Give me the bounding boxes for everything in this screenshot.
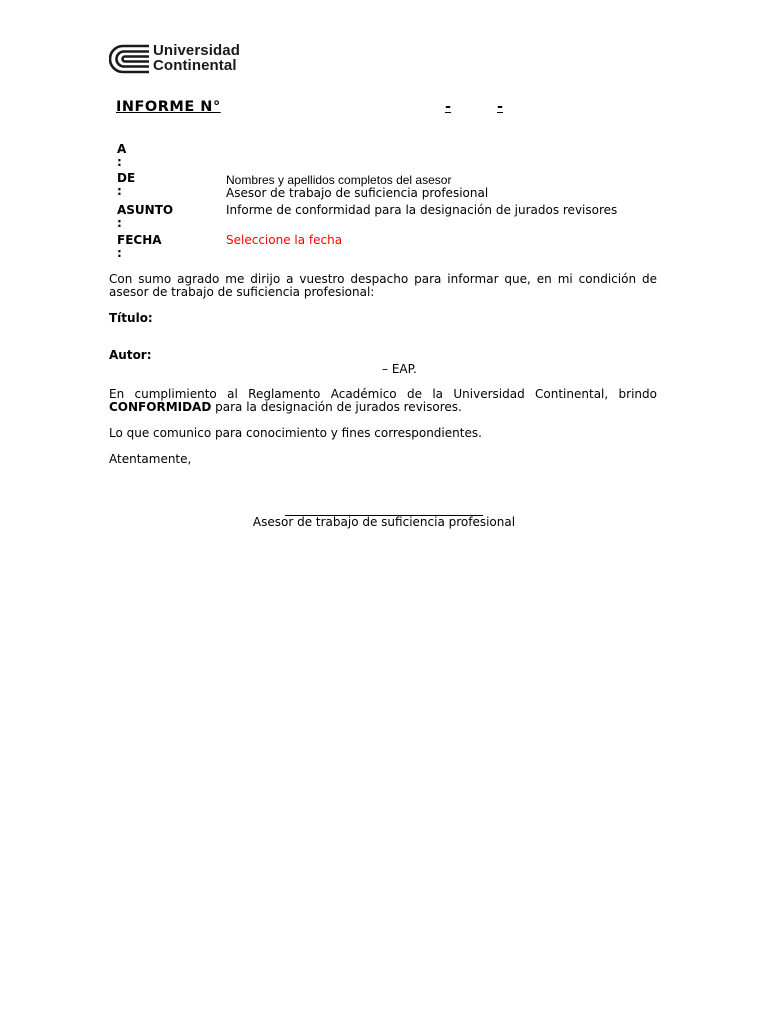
informe-title: INFORME N° [116, 99, 221, 115]
conformidad-text: CONFORMIDAD [109, 400, 212, 414]
informe-dash-2: - [496, 99, 504, 115]
de-colon: : [117, 184, 122, 198]
fecha-colon: : [117, 246, 122, 260]
autor-label: Autor: [109, 348, 152, 362]
atentamente-text: Atentamente, [109, 452, 192, 466]
asunto-label: ASUNTO [117, 203, 174, 217]
asunto-value: Informe de conformidad para la designación de jurados revisores [226, 203, 618, 217]
signature-role: Asesor de trabajo de suficiencia profesional [252, 515, 516, 529]
cumplimiento-line1: En cumplimiento al Reglamento Académico de la Universidad Continental, brindo [109, 387, 657, 401]
a-colon: : [117, 155, 122, 169]
titulo-label: Título: [109, 311, 153, 325]
intro-paragraph: Con sumo agrado me dirijo a vuestro despacho para informar que, en mi condición de asesor de trabajo de suficiencia profesional: [109, 272, 657, 299]
logo-wordmark [153, 43, 240, 73]
cumplimiento-post: para la designación de jurados revisores. [215, 400, 462, 414]
comunico-paragraph: Lo que comunico para conocimiento y fines correspondientes. [109, 426, 482, 440]
logo-line2: Continental [153, 57, 237, 74]
de-label: DE [117, 171, 136, 185]
cumplimiento-line2 [109, 401, 657, 414]
cumplimiento-paragraph [109, 388, 657, 414]
de-value-role: Asesor de trabajo de suficiencia profesional [226, 186, 489, 200]
a-label: A [117, 142, 127, 156]
logo-line1: Universidad [153, 42, 240, 59]
de-value-name: Nombres y apellidos completos del asesor [226, 173, 452, 187]
eap-text: – EAP. [382, 362, 417, 376]
asunto-colon: : [117, 216, 122, 230]
fecha-date-picker[interactable]: Seleccione la fecha [226, 233, 343, 247]
fecha-label: FECHA [117, 233, 162, 247]
informe-dash-1: - [444, 99, 452, 115]
